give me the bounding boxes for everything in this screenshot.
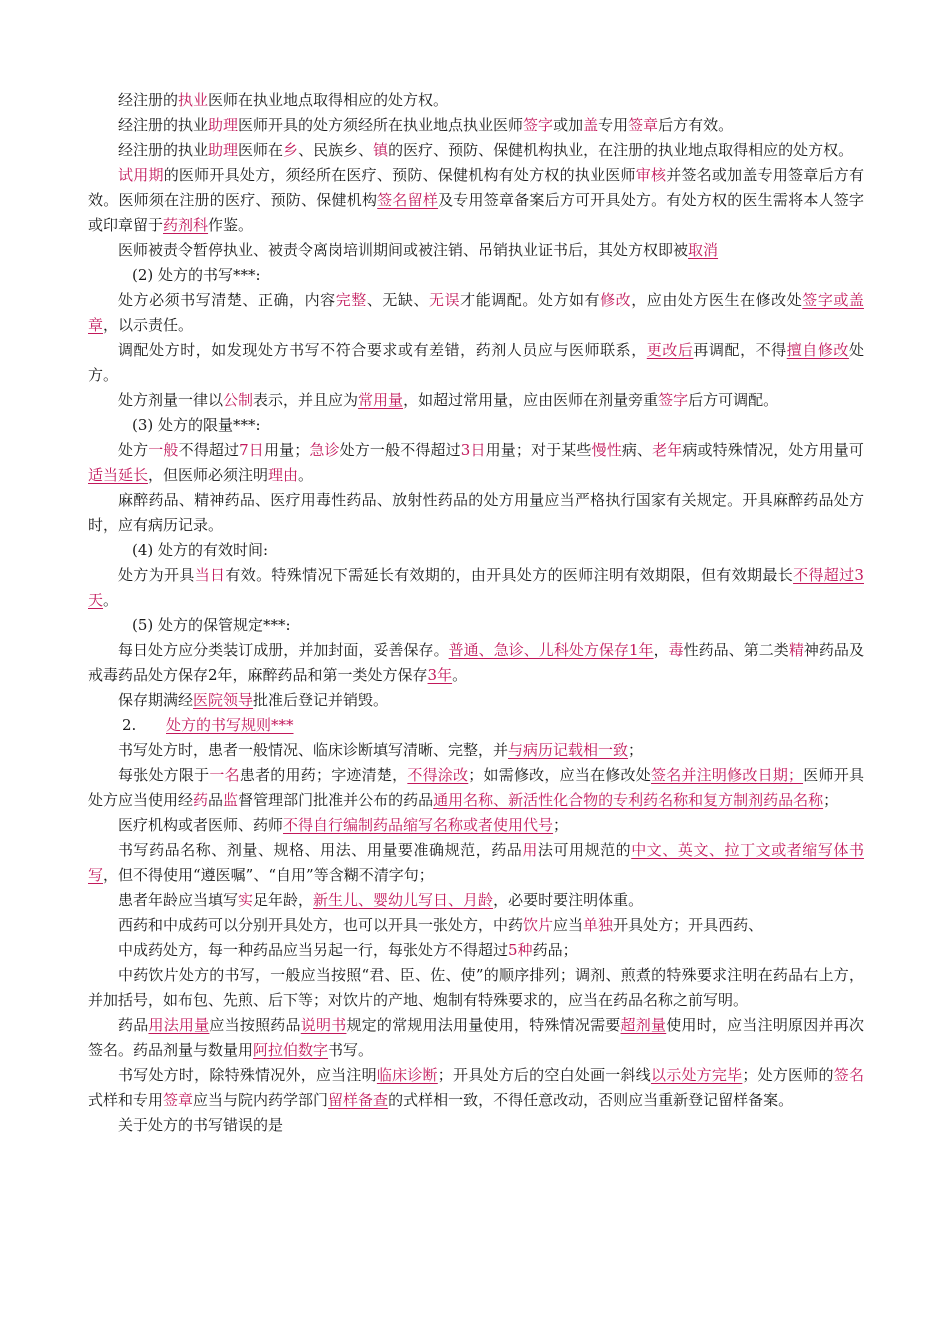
section-heading	[88, 713, 864, 738]
highlighted-term: 急诊	[309, 441, 340, 459]
paragraph	[88, 813, 864, 838]
paragraph	[88, 688, 864, 713]
text-run: 药品；	[532, 941, 578, 959]
text-run: 经注册的执业	[118, 141, 209, 159]
underlined-key-phrase: 取消	[688, 241, 719, 259]
text-run: 用量；对于某些	[485, 441, 592, 459]
paragraph	[88, 388, 864, 413]
text-run: 的式样相一致，不得任意改动，否则应当重新登记留样备案。	[388, 1091, 794, 1109]
underlined-key-phrase: 以示处方完毕	[650, 1066, 743, 1084]
text-run: ，如超过常用量，应由医师在剂量旁重	[403, 391, 659, 409]
highlighted-term: 实	[238, 891, 254, 909]
text-run: 医疗机构或者医师、药师	[118, 816, 284, 834]
highlighted-term: 签字	[523, 116, 554, 134]
underlined-key-phrase: 与病历记载相一致	[508, 741, 629, 759]
text-run: 表示，并且应为	[253, 391, 359, 409]
text-run: 应当与院内药学部门	[193, 1091, 329, 1109]
text-run: 后方有效。	[658, 116, 734, 134]
text-run: 西药和中成药可以分别开具处方，也可以开具一张处方，中药	[118, 916, 524, 934]
text-run: 作鉴。	[208, 216, 254, 234]
highlighted-term: 老年	[652, 441, 683, 459]
text-run: ；处方医师的	[742, 1066, 834, 1084]
text-run: 督管理部门批准并公布的药品	[238, 791, 434, 809]
subsection-heading	[88, 263, 864, 288]
highlighted-term: 助理	[208, 141, 239, 159]
highlighted-term: 无误	[429, 291, 461, 309]
highlighted-term: 乡	[283, 141, 299, 159]
text-run: 书写处方时，患者一般情况、临床诊断填写清晰、完整，并	[118, 741, 509, 759]
highlighted-term: 饮片	[523, 916, 554, 934]
highlighted-term: 药	[193, 791, 209, 809]
underlined-key-phrase: 医院领导	[193, 691, 254, 709]
underlined-key-phrase: 擅自修改	[786, 341, 849, 359]
text-run: 处方剂量一律以	[118, 391, 224, 409]
paragraph	[88, 338, 864, 388]
text-run: 开具处方；开具西药、	[613, 916, 764, 934]
underlined-key-phrase: 通用名称、新活性化合物的专利药名称和复方制剂药品名称	[433, 791, 824, 809]
text-run: 及专用签章备案后方可开具处方。有处方权的医生需将本人签字或印章留于	[88, 191, 864, 234]
text-run: 医师开具的处方须经所在执业地点执业医师	[238, 116, 524, 134]
highlighted-term: 7日	[239, 441, 264, 459]
text-run: (5) 处方的保管规定***:	[132, 616, 291, 634]
text-run: 法可用规范的	[537, 841, 632, 859]
highlighted-term: 一名	[209, 766, 240, 784]
text-run: ，	[653, 641, 669, 659]
highlighted-term: 完整	[335, 291, 367, 309]
highlighted-term: 镇	[373, 141, 389, 159]
text-run: 患者年龄应当填写	[118, 891, 239, 909]
underlined-key-phrase: 签字或盖章	[88, 291, 864, 334]
subsection-heading	[88, 413, 864, 438]
paragraph	[88, 238, 864, 263]
highlighted-term: 3日	[460, 441, 486, 459]
text-run: 足年龄，	[253, 891, 314, 909]
highlighted-term: 监	[223, 791, 239, 809]
text-run: 。	[298, 466, 314, 484]
text-run: 调配处方时，如发现处方书写不符合要求或有差错，药剂人员应与医师联系，	[118, 341, 647, 359]
text-run: 的医师开具处方，须经所在医疗、预防、保健机构有处方权的执业医师	[163, 166, 636, 184]
highlighted-term: 精	[788, 641, 804, 659]
underlined-key-phrase: 超剂量	[620, 1016, 667, 1034]
text-run: 应当	[553, 916, 584, 934]
highlighted-term: 用	[522, 841, 538, 859]
underlined-key-phrase: 不得自行编制药品缩写名称或者使用代号	[283, 816, 554, 834]
underlined-key-phrase: 签名并注明修改日期；	[651, 766, 804, 784]
text-run: ；开具处方后的空白处画一斜线	[437, 1066, 651, 1084]
highlighted-term: 盖	[583, 116, 599, 134]
underlined-key-phrase: 临床诊断	[376, 1066, 438, 1084]
text-run: 保存期满经	[118, 691, 194, 709]
underlined-key-phrase: 中文、英文、拉丁文或者缩写体书写	[88, 841, 864, 884]
text-run: 关于处方的书写错误的是	[118, 1116, 284, 1134]
underlined-key-phrase: 常用量	[358, 391, 404, 409]
text-run: 神药品及戒毒药品处方保存2年，麻醉药品和第一类处方保存	[88, 641, 864, 684]
text-run: ，但医师必须注明	[148, 466, 269, 484]
highlighted-term: 单独	[583, 916, 614, 934]
text-run: 药品	[118, 1016, 149, 1034]
text-run: 式样和专用	[88, 1091, 164, 1109]
paragraph	[88, 838, 864, 888]
subsection-heading	[88, 613, 864, 638]
underlined-key-phrase: 药剂科	[163, 216, 209, 234]
underlined-key-phrase: 不得超过3天	[88, 566, 864, 609]
text-run: (4) 处方的有效时间:	[132, 541, 269, 559]
paragraph	[88, 563, 864, 613]
subsection-heading	[88, 538, 864, 563]
text-run: 规定的常规用法用量使用，特殊情况需要	[346, 1016, 621, 1034]
underlined-key-phrase: 新生儿、婴幼儿写日、月龄	[313, 891, 494, 909]
text-run: 处方必须书写清楚、正确，内容	[118, 291, 336, 309]
text-run: 经注册的执业	[118, 116, 209, 134]
text-run: ，但不得使用“遵医嘱”、“自用”等含糊不清字句；	[103, 866, 434, 884]
highlighted-term: 修改	[600, 291, 632, 309]
text-run: 处方一般不得超过	[339, 441, 461, 459]
text-run: 每张处方限于	[118, 766, 210, 784]
text-run: 病、	[621, 441, 653, 459]
text-run: ，应由处方医生在修改处	[631, 291, 803, 309]
highlighted-term: 签章	[628, 116, 659, 134]
highlighted-term: 毒	[668, 641, 684, 659]
paragraph	[88, 113, 864, 138]
text-run: 的医疗、预防、保健机构执业，在注册的执业地点取得相应的处方权。	[388, 141, 854, 159]
highlighted-term: 执业	[178, 91, 209, 109]
text-run: 麻醉药品、精神药品、医疗用毒性药品、放射性药品的处方用量应当严格执行国家有关规定。开具麻醉药品处方时，应有病历记录。	[88, 491, 864, 534]
section-number: 2.	[122, 716, 137, 734]
underlined-key-phrase: 普通、急诊、儿科处方保存1年	[448, 641, 654, 659]
paragraph	[88, 888, 864, 913]
highlighted-term: 试用期	[118, 166, 164, 184]
underlined-key-phrase: 用法用量	[148, 1016, 210, 1034]
paragraph	[88, 138, 864, 163]
paragraph	[88, 1113, 864, 1138]
highlighted-term: 签名	[833, 1066, 864, 1084]
underlined-key-phrase: 更改后	[646, 341, 694, 359]
text-run: 。	[452, 666, 468, 684]
text-run: 品	[208, 791, 224, 809]
text-run: 批准后登记并销毁。	[253, 691, 389, 709]
underlined-key-phrase: 3年	[427, 666, 453, 684]
text-run: 不得超过	[178, 441, 240, 459]
paragraph	[88, 438, 864, 488]
text-run: 应当按照药品	[209, 1016, 301, 1034]
text-run: 病或特殊情况，处方用量可	[682, 441, 864, 459]
highlighted-term: 一般	[148, 441, 179, 459]
text-run: 医师开具处方应当使用经	[88, 766, 864, 809]
text-run: 再调配，不得	[693, 341, 787, 359]
underlined-key-phrase: 签名留样	[377, 191, 439, 209]
paragraph	[88, 488, 864, 538]
text-run: 或加	[553, 116, 584, 134]
text-run: 经注册的	[118, 91, 179, 109]
highlighted-term: 签章	[163, 1091, 194, 1109]
text-run: 后方可调配。	[688, 391, 779, 409]
text-run: (2) 处方的书写***:	[132, 266, 261, 284]
text-run: 才能调配。处方如有	[460, 291, 601, 309]
text-run: 医师在执业地点取得相应的处方权。	[208, 91, 449, 109]
paragraph	[88, 638, 864, 688]
text-run: 、无缺、	[366, 291, 430, 309]
paragraph	[88, 763, 864, 813]
highlighted-term: 助理	[208, 116, 239, 134]
text-run: 医师在	[238, 141, 284, 159]
text-run: 患者的用药；字迹清楚，	[239, 766, 408, 784]
paragraph	[88, 288, 864, 338]
text-run: 专用	[598, 116, 629, 134]
text-run: 书写处方时，除特殊情况外，应当注明	[118, 1066, 377, 1084]
text-run: 医师被责令暂停执业、被责令离岗培训期间或被注销、吊销执业证书后，其处方权即被	[118, 241, 689, 259]
highlighted-term: 签字	[658, 391, 689, 409]
underlined-key-phrase: 说明书	[300, 1016, 347, 1034]
text-run: 中成药处方，每一种药品应当另起一行，每张处方不得超过	[118, 941, 509, 959]
paragraph	[88, 163, 864, 238]
paragraph	[88, 1013, 864, 1063]
paragraph	[88, 963, 864, 1013]
underlined-key-phrase: 不得涂改	[407, 766, 469, 784]
underlined-key-phrase: 留样备查	[328, 1091, 389, 1109]
text-run: ，以示责任。	[103, 316, 194, 334]
underlined-key-phrase: 阿拉伯数字	[253, 1041, 329, 1059]
text-run: 书写。	[328, 1041, 374, 1059]
paragraph	[88, 738, 864, 763]
text-run: ；如需修改，应当在修改处	[468, 766, 651, 784]
text-run: 用量；	[263, 441, 310, 459]
text-run: ；	[553, 816, 569, 834]
text-run: ；	[823, 791, 839, 809]
text-run: 、民族乡、	[298, 141, 374, 159]
text-run: (3) 处方的限量***:	[132, 416, 261, 434]
paragraph	[88, 1063, 864, 1113]
text-run: 性药品、第二类	[683, 641, 789, 659]
text-run: 处方为开具	[118, 566, 195, 584]
text-run: 书写药品名称、剂量、规格、用法、用量要准确规范，药品	[118, 841, 523, 859]
text-run: 中药饮片处方的书写，一般应当按照“君、臣、佐、使”的顺序排列；调剂、煎煮的特殊要求注明在药品右上方，并加括号，如布包、先煎、后下等；对饮片的产地、炮制有特殊要求的，应当在药品名称之前写明。	[88, 966, 864, 1009]
document-body	[88, 88, 864, 1138]
highlighted-term: 慢性	[591, 441, 622, 459]
text-run: ；	[628, 741, 644, 759]
paragraph	[88, 938, 864, 963]
text-run: 并签名或加盖专用签章后方有效。医师须在注册的医疗、预防、保健机构	[88, 166, 864, 209]
highlighted-term: 当日	[194, 566, 226, 584]
underlined-key-phrase: 处方的书写规则***	[166, 716, 294, 734]
text-run: ，必要时要注明体重。	[493, 891, 644, 909]
highlighted-term: 5种	[508, 941, 533, 959]
text-run: 处方。	[88, 341, 864, 384]
paragraph	[88, 88, 864, 113]
highlighted-term: 审核	[635, 166, 667, 184]
paragraph	[88, 913, 864, 938]
text-run: 处方	[118, 441, 149, 459]
highlighted-term: 公制	[223, 391, 254, 409]
text-run: 每日处方应分类装订成册，并加封面，妥善保存。	[118, 641, 449, 659]
text-run: 。	[103, 591, 119, 609]
text-run: 有效。特殊情况下需延长有效期的，由开具处方的医师注明有效期限，但有效期最长	[225, 566, 794, 584]
highlighted-term: 理由	[268, 466, 299, 484]
underlined-key-phrase: 适当延长	[88, 466, 149, 484]
text-run: 使用时，应当注明原因并再次签名。药品剂量与数量用	[88, 1016, 864, 1059]
